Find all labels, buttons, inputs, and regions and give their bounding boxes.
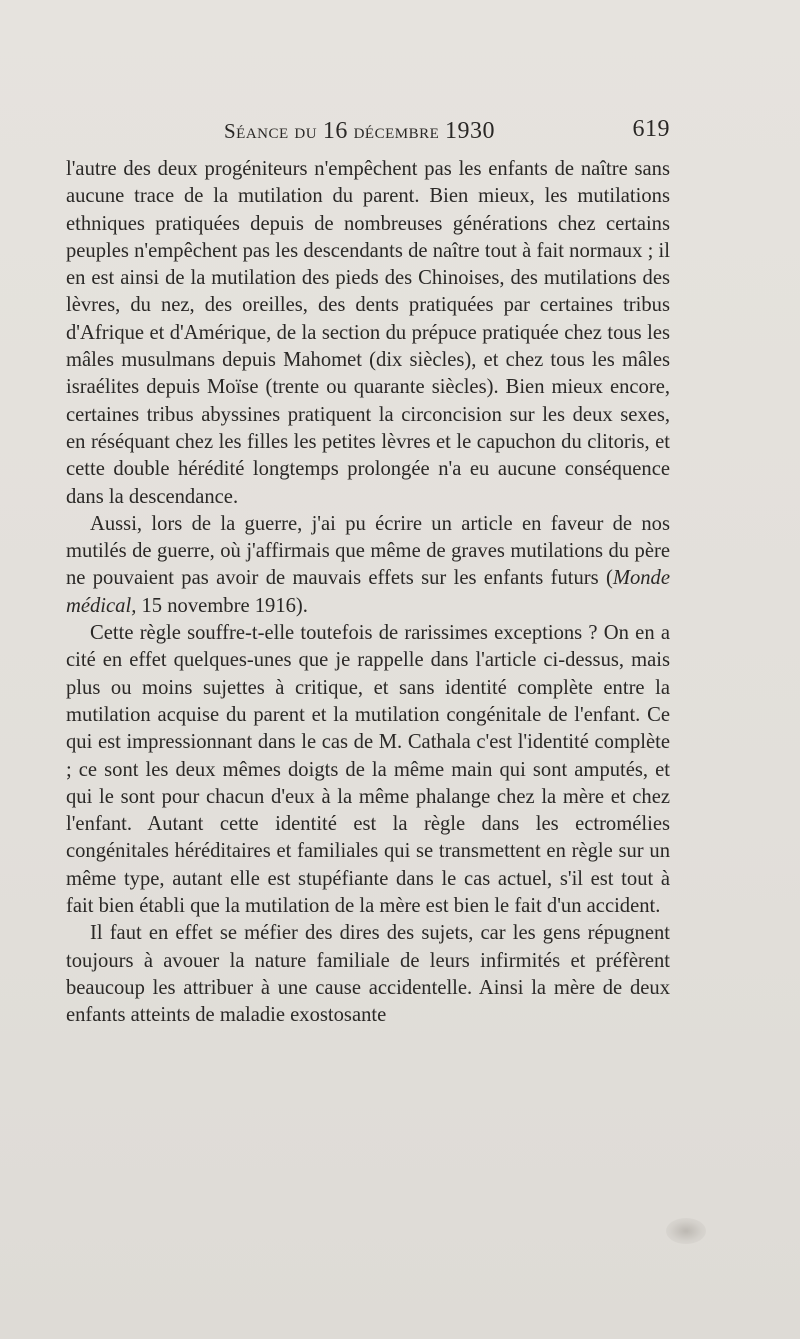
paragraph-1: l'autre des deux progéniteurs n'empêchent pas les enfants de naître sans aucune trace de la mutilation du parent. Bien mieux, les mutilations ethniques pratiquées depuis de nombreuses générations chez certains peuples n'empêchent pas les descendants de naître tout à fait normaux ; il en est ainsi de la mutilation des pieds des Chinoises, des mutilations des lèvres, du nez, des oreilles, des dents pratiquées par certaines tribus d'Afrique et d'Amérique, de la section du prépuce pratiquée chez tous les mâles musulmans depuis Mahomet (dix siècles), et chez tous les mâles israélites depuis Moïse (trente ou quarante siècles). Bien mieux encore, certaines tribus abyssines pratiquent la circoncision sur les deux sexes, en réséquant chez les filles les petites lèvres et le capuchon du clitoris, et cette double hérédité longtemps prolongée n'a eu aucune conséquence dans la descendance. (66, 158, 670, 508)
ink-smudge (666, 1218, 706, 1244)
body-text (66, 156, 670, 1030)
journal-title: Monde médical, (66, 567, 670, 617)
paragraph-3: Cette règle souffre-t-elle toutefois de rarissimes exceptions ? On en a cité en effet quelques-unes que je rappelle dans l'article ci-dessus, mais plus ou moins sujettes à critique, et sans identité complète entre la mutilation acquise du parent et la mutilation congénitale de l'enfant. Ce qui est impressionnant dans le cas de M. Cathala c'est l'identité complète ; ce sont les deux mêmes doigts de la même main qui sont amputés, et qui le sont pour chacun d'eux à la même phalange chez la mère et chez l'enfant. Autant cette identité est la règle dans les ectromélies congénitales héréditaires et familiales qui se transmettent en règle sur un même type, autant elle est stupéfiante dans le cas actuel, s'il est tout à fait bien établi que la mutilation de la mère est bien le fait d'un accident. (66, 622, 670, 918)
page-number: 619 (632, 116, 670, 142)
paragraph-2-text-after: 15 novembre 1916). (136, 594, 308, 617)
running-head-year: 1930 (445, 118, 496, 144)
paragraph-4: Il faut en effet se méfier des dires des sujets, car les gens répugnent toujours à avouer la nature familiale de leurs infirmités et préfèrent beaucoup les attribuer à une cause accidentelle. Ainsi la mère de deux enfants atteints de maladie exostosante (66, 922, 670, 1027)
running-head-day: 16 (322, 118, 348, 144)
running-head-title (224, 118, 495, 145)
running-head-suffix: décembre (347, 119, 446, 143)
running-head (224, 114, 670, 148)
paragraph-2-text-before: Aussi, lors de la guerre, j'ai pu écrire un article en faveur de nos mutilés de guerre, où j'affirmais que même de graves mutilations du père ne pouvaient pas avoir de mauvais effets sur les enfants futurs ( (66, 512, 670, 590)
running-head-prefix: Séance du (224, 119, 323, 143)
paragraph-2 (66, 511, 670, 620)
